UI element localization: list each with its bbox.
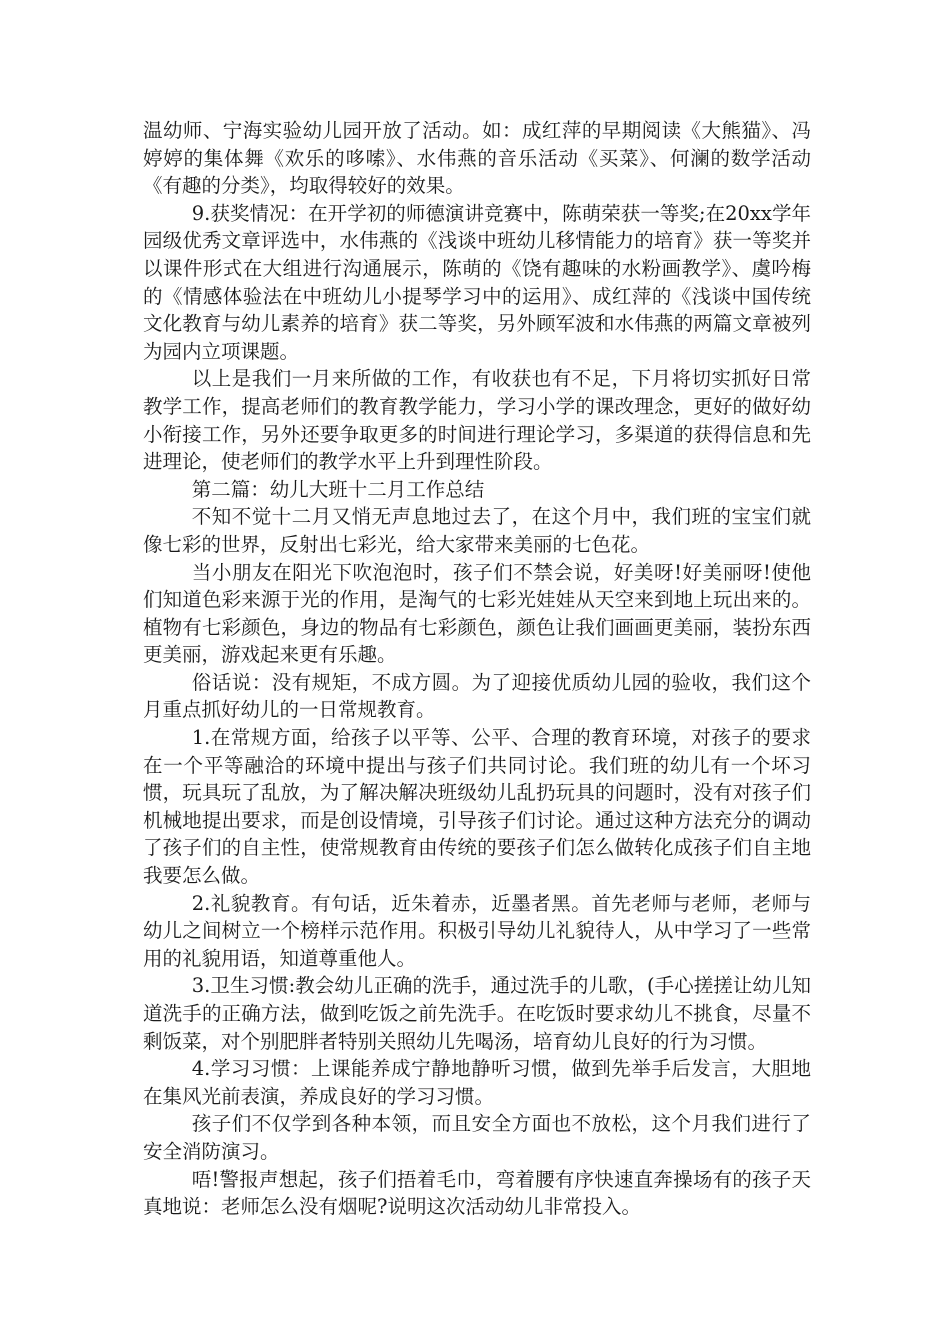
paragraph-intro: 不知不觉十二月又悄无声息地过去了，在这个月中，我们班的宝宝们就像七彩的世界，反射出七彩光，给大家带来美丽的七色花。 <box>143 505 811 556</box>
document-body <box>143 117 811 1221</box>
paragraph-study-habits: 4.学习习惯：上课能养成宁静地静听习惯，做到先举手后发言，大胆地在集风光前表演，养成良好的学习习惯。 <box>143 1057 811 1108</box>
paragraph-rules: 俗话说：没有规矩，不成方圆。为了迎接优质幼儿园的验收，我们这个月重点抓好幼儿的一日常规教育。 <box>143 670 811 722</box>
paragraph-safety: 孩子们不仅学到各种本领，而且安全方面也不放松，这个月我们进行了安全消防演习。 <box>143 1112 811 1163</box>
paragraph-bubbles: 当小朋友在阳光下吹泡泡时，孩子们不禁会说，好美呀!好美丽呀!使他们知道色彩来源于光的作用，是淘气的七彩光娃娃从天空来到地上玩出来的。植物有七彩颜色，身边的物品有七彩颜色，颜色让我们画画更美丽，装扮东西更美丽，游戏起来更有乐趣。 <box>143 560 811 667</box>
paragraph-routine: 1.在常规方面，给孩子以平等、公平、合理的教育环境，对孩子的要求在一个平等融洽的环境中提出与孩子们共同讨论。我们班的幼儿有一个坏习惯，玩具玩了乱放，为了解决解决班级幼儿乱扔玩具的问题时，没有对孩子们机械地提出要求，而是创设情境，引导孩子们讨论。通过这种方法充分的调动了孩子们的自主性，使常规教育由传统的要孩子们怎么做转化成孩子们自主地我要怎么做。 <box>143 726 811 888</box>
paragraph-fire-drill: 唔!警报声想起，孩子们捂着毛巾，弯着腰有序快速直奔操场有的孩子天真地说：老师怎么没有烟呢?说明这次活动幼儿非常投入。 <box>143 1167 811 1219</box>
paragraph-manners: 2.礼貌教育。有句话，近朱着赤，近墨者黑。首先老师与老师，老师与幼儿之间树立一个榜样示范作用。积极引导幼儿礼貌待人，从中学习了一些常用的礼貌用语，知道尊重他人。 <box>143 891 811 970</box>
paragraph-continuation: 温幼师、宁海实验幼儿园开放了活动。如：成红萍的早期阅读《大熊猫》、冯婷婷的集体舞《欢乐的哆嗦》、水伟燕的音乐活动《买菜》、何澜的数学活动《有趣的分类》，均取得较好的效果。 <box>143 119 811 198</box>
paragraph-hygiene: 3.卫生习惯:教会幼儿正确的洗手，通过洗手的儿歌，(手心搓搓让幼儿知道洗手的正确方法，做到吃饭之前先洗手。在吃饭时要求幼儿不挑食，尽量不剩饭菜，对个别肥胖者特别关照幼儿先喝汤，培育幼儿良好的行为习惯。 <box>143 974 811 1053</box>
paragraph-awards: 9.获奖情况：在开学初的师德演讲竞赛中，陈萌荣获一等奖;在20xx学年园级优秀文章评选中，水伟燕的《浅谈中班幼儿移情能力的培育》获一等奖并以课件形式在大组进行沟通展示，陈萌的《饶有趣味的水粉画教学》、虞吟梅的《情感体验法在中班幼儿小提琴学习中的运用》、成红萍的《浅谈中国传统文化教育与幼儿素养的培育》获二等奖，另外顾军波和水伟燕的两篇文章被列为园内立项课题。 <box>143 201 811 363</box>
section-heading: 第二篇：幼儿大班十二月工作总结 <box>191 477 485 501</box>
paragraph-summary: 以上是我们一月来所做的工作，有收获也有不足，下月将切实抓好日常教学工作，提高老师们的教育教学能力，学习小学的课改理念，更好的做好幼小衔接工作，另外还要争取更多的时间进行理论学习，多渠道的获得信息和先进理论，使老师们的教学水平上升到理性阶段。 <box>143 367 811 474</box>
